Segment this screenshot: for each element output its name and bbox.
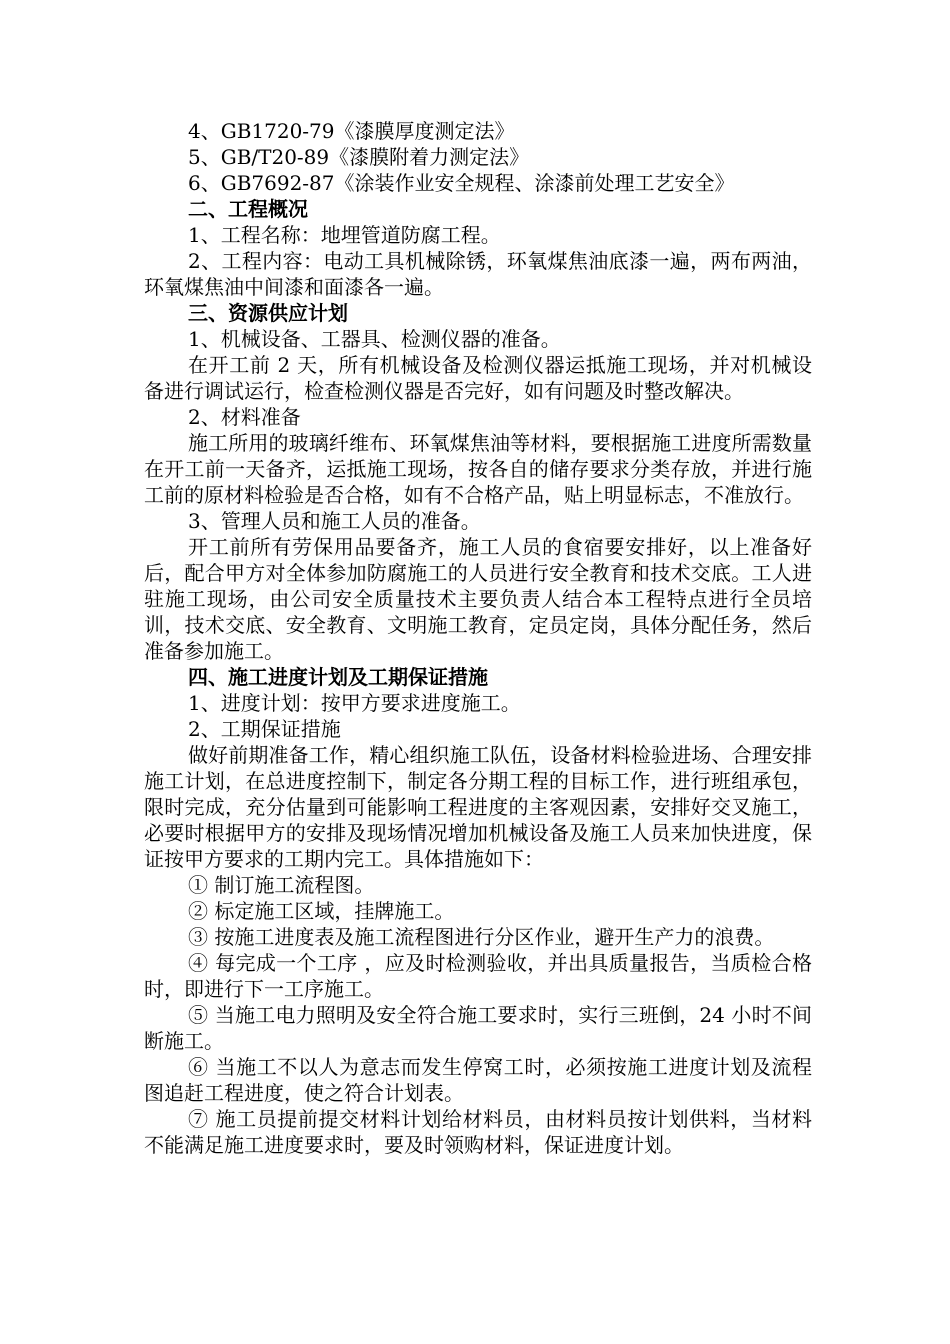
paragraph-equipment-title: 1、机械设备、工器具、检测仪器的准备。 [188, 327, 561, 351]
paragraph-project-name: 1、工程名称：地埋管道防腐工程。 [188, 223, 501, 247]
paragraph-schedule-measures-title: 2、工期保证措施 [188, 717, 341, 741]
list-item-measure-6: ⑥ 当施工不以人为意志而发生停窝工时，必须按施工进度计划及流程图追赶工程进度，使之符合计划表。 [144, 1055, 812, 1105]
list-item-measure-3: ③ 按施工进度表及施工流程图进行分区作业，避开生产力的浪费。 [188, 925, 775, 949]
section-heading-overview: 二、工程概况 [188, 197, 308, 221]
section-heading-schedule: 四、施工进度计划及工期保证措施 [188, 665, 488, 689]
paragraph-schedule-plan: 1、进度计划：按甲方要求进度施工。 [188, 691, 521, 715]
paragraph-ref-6: 6、GB7692-87《涂装作业安全规程、涂漆前处理工艺安全》 [188, 171, 735, 195]
paragraph-ref-5: 5、GB/T20-89《漆膜附着力测定法》 [188, 145, 530, 169]
paragraph-project-content: 2、工程内容：电动工具机械除锈，环氧煤焦油底漆一遍，两布两油，环氧煤焦油中间漆和面漆各一遍。 [144, 249, 812, 299]
list-item-measure-5: ⑤ 当施工电力照明及安全符合施工要求时，实行三班倒，24 小时不间断施工。 [144, 1003, 812, 1053]
list-item-measure-1: ① 制订施工流程图。 [188, 873, 375, 897]
list-item-measure-7: ⑦ 施工员提前提交材料计划给材料员，由材料员按计划供料，当材料不能满足施工进度要求时，要及时领购材料，保证进度计划。 [144, 1107, 812, 1157]
paragraph-ref-4: 4、GB1720-79《漆膜厚度测定法》 [188, 119, 515, 143]
list-item-measure-4: ④ 每完成一个工序 ，应及时检测验收，并出具质量报告，当质检合格时，即进行下一工序施工。 [144, 951, 812, 1001]
paragraph-materials-body: 施工所用的玻璃纤维布、环氧煤焦油等材料，要根据施工进度所需数量在开工前一天备齐，运抵施工现场，按各自的储存要求分类存放，并进行施工前的原材料检验是否合格，如有不合格产品，贴上明显标志，不准放行。 [144, 431, 812, 507]
paragraph-staff-body: 开工前所有劳保用品要备齐，施工人员的食宿要安排好，以上准备好后，配合甲方对全体参加防腐施工的人员进行安全教育和技术交底。工人进驻施工现场，由公司安全质量技术主要负责人结合本工程特点进行全员培训，技术交底、安全教育、文明施工教育，定员定岗，具体分配任务，然后准备参加施工。 [144, 535, 812, 663]
list-item-measure-2: ② 标定施工区域，挂牌施工。 [188, 899, 455, 923]
paragraph-equipment-body: 在开工前 2 天，所有机械设备及检测仪器运抵施工现场，并对机械设备进行调试运行，检查检测仪器是否完好，如有问题及时整改解决。 [144, 353, 812, 403]
paragraph-materials-title: 2、材料准备 [188, 405, 301, 429]
section-heading-resources: 三、资源供应计划 [188, 301, 348, 325]
paragraph-staff-title: 3、管理人员和施工人员的准备。 [188, 509, 481, 533]
paragraph-schedule-measures-body: 做好前期准备工作，精心组织施工队伍，设备材料检验进场、合理安排施工计划，在总进度控制下，制定各分期工程的目标工作，进行班组承包，限时完成，充分估量到可能影响工程进度的主客观因素，安排好交叉施工，必要时根据甲方的安排及现场情况增加机械设备及施工人员来加快进度，保证按甲方要求的工期内完工。具体措施如下： [144, 743, 812, 871]
